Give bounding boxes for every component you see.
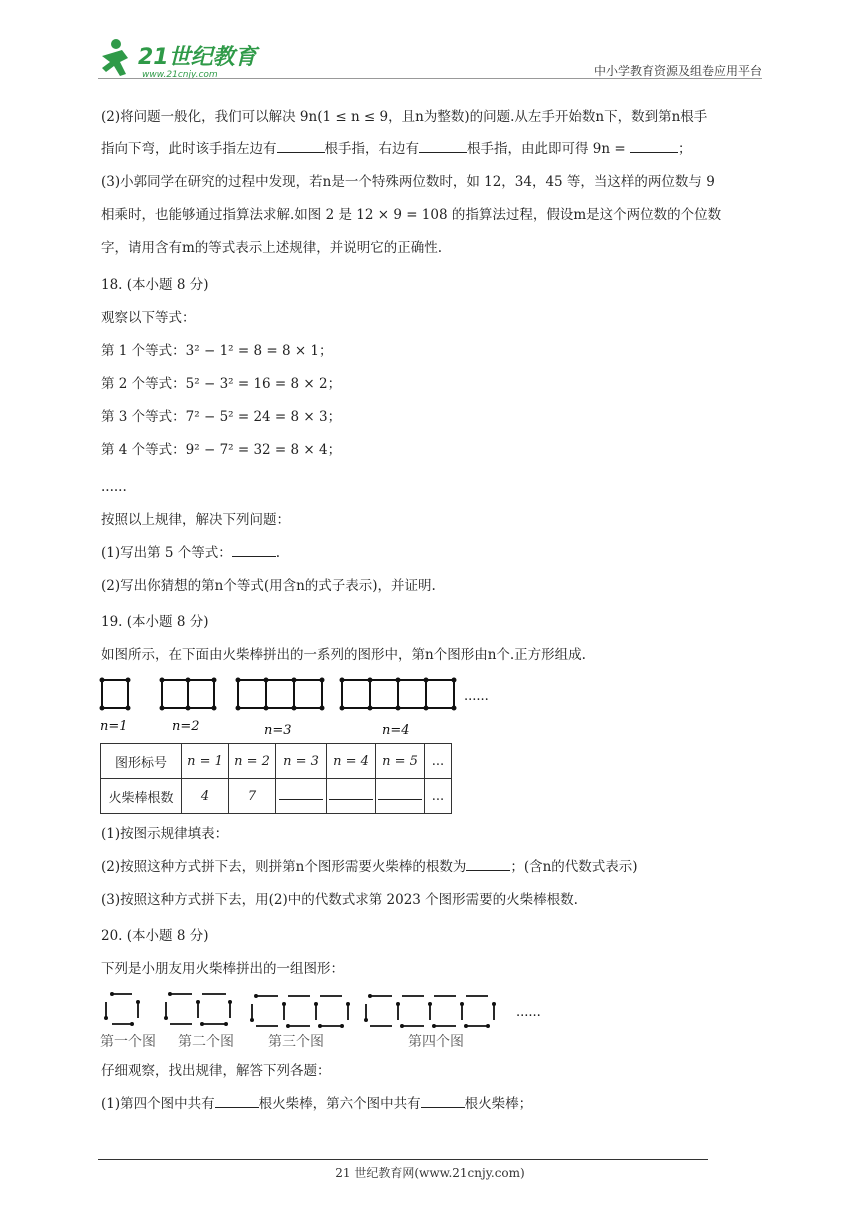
- q18-equation-4: 第 4 个等式：9² − 7² = 32 = 8 × 4；: [101, 442, 342, 458]
- q18-part2: (2)写出你猜想的第n个等式(用含n的式子表示)，并证明.: [101, 578, 436, 594]
- q17-part3-line2: 相乘时，也能够通过指算法求解.如图 2 是 12 × 9 = 108 的指算法过程，假设m是这个两位数的个位数: [101, 207, 722, 223]
- table-cell-blank: [376, 779, 425, 814]
- header-divider: [98, 78, 762, 79]
- q20-observe: 仔细观察，找出规律，解答下列各题：: [101, 1063, 331, 1079]
- q18-title: 18. (本小题 8 分): [101, 277, 209, 293]
- q19-part3: (3)按照这种方式拼下去，用(2)中的代数式求第 2023 个图形需要的火柴棒根数.: [101, 892, 578, 908]
- q20-title: 20. (本小题 8 分): [101, 928, 209, 944]
- table-cell: 7: [229, 779, 276, 814]
- fig-label-n4: n=4: [382, 723, 410, 738]
- fig-label-third: 第三个图: [268, 1034, 324, 1050]
- fig-ellipsis: ......: [516, 1005, 541, 1020]
- table-cell: n = 5: [376, 744, 425, 779]
- q18-equation-3: 第 3 个等式：7² − 5² = 24 = 8 × 3；: [101, 409, 342, 425]
- fig-label-n1: n=1: [100, 719, 128, 734]
- table-cell: n = 3: [276, 744, 327, 779]
- q19-matchstick-figure: [96, 674, 516, 738]
- table-row: [101, 779, 452, 814]
- platform-title: 中小学教育资源及组卷应用平台: [593, 64, 762, 78]
- table-cell: 图形标号: [101, 744, 182, 779]
- q18-ellipsis: ......: [101, 479, 127, 495]
- fig-ellipsis: ......: [464, 689, 489, 704]
- table-cell: 火柴棒根数: [101, 779, 182, 814]
- fig-label-first: 第一个图: [100, 1034, 156, 1050]
- site-logo: [92, 36, 272, 80]
- q17-part3-line3: 字，请用含有m的等式表示上述规律，并说明它的正确性.: [101, 240, 443, 256]
- q17-part2-line2: 指向下弯，此时该手指左边有 根手指，右边有 根手指，由此即可得 9n = ；: [101, 141, 692, 157]
- q20-matchstick-figure: [96, 986, 556, 1050]
- footer-text: 21 世纪教育网(www.21cnjy.com): [335, 1166, 525, 1180]
- q19-intro: 如图所示，在下面由火柴棒拼出的一系列的图形中，第n个图形由n个.正方形组成.: [101, 647, 586, 663]
- table-cell-blank: [327, 779, 376, 814]
- footer-divider: [98, 1159, 708, 1160]
- table-cell: n = 4: [327, 744, 376, 779]
- q18-intro: 观察以下等式：: [101, 310, 196, 326]
- q18-rule: 按照以上规律，解决下列问题：: [101, 512, 290, 528]
- fig-label-second: 第二个图: [178, 1034, 234, 1050]
- svg-text:21世纪教育: 21世纪教育: [138, 45, 257, 70]
- q20-part1: (1)第四个图中共有 根火柴棒，第六个图中共有 根火柴棒；: [101, 1096, 533, 1112]
- table-cell: 4: [182, 779, 229, 814]
- table-cell: n = 2: [229, 744, 276, 779]
- q18-part1: (1)写出第 5 个等式： .: [101, 545, 281, 561]
- table-row: [101, 744, 452, 779]
- table-cell-blank: [276, 779, 327, 814]
- q18-equation-1: 第 1 个等式：3² − 1² = 8 = 8 × 1；: [101, 343, 333, 359]
- fig-label-n3: n=3: [264, 723, 292, 738]
- q19-table: [100, 743, 452, 814]
- svg-text:www.21cnjy.com: www.21cnjy.com: [142, 70, 218, 80]
- q19-part2: (2)按照这种方式拼下去，则拼第n个图形需要火柴棒的根数为 ；(含n的代数式表示): [101, 859, 638, 875]
- q19-part1: (1)按图示规律填表：: [101, 826, 229, 842]
- fig-label-n2: n=2: [172, 719, 200, 734]
- table-cell: n = 1: [182, 744, 229, 779]
- q19-title: 19. (本小题 8 分): [101, 614, 209, 630]
- fig-label-fourth: 第四个图: [408, 1034, 464, 1050]
- q20-intro: 下列是小朋友用火柴棒拼出的一组图形：: [101, 961, 344, 977]
- table-cell: ...: [425, 779, 452, 814]
- q18-equation-2: 第 2 个等式：5² − 3² = 16 = 8 × 2；: [101, 376, 342, 392]
- q17-part2-line1: (2)将问题一般化，我们可以解决 9n(1 ≤ n ≤ 9，且n为整数)的问题.从左手开始数n下，数到第n根手: [101, 109, 708, 125]
- q17-part3-line1: (3)小郭同学在研究的过程中发现，若n是一个特殊两位数时，如 12，34，45 等，当这样的两位数与 9: [101, 174, 715, 190]
- table-cell: ...: [425, 744, 452, 779]
